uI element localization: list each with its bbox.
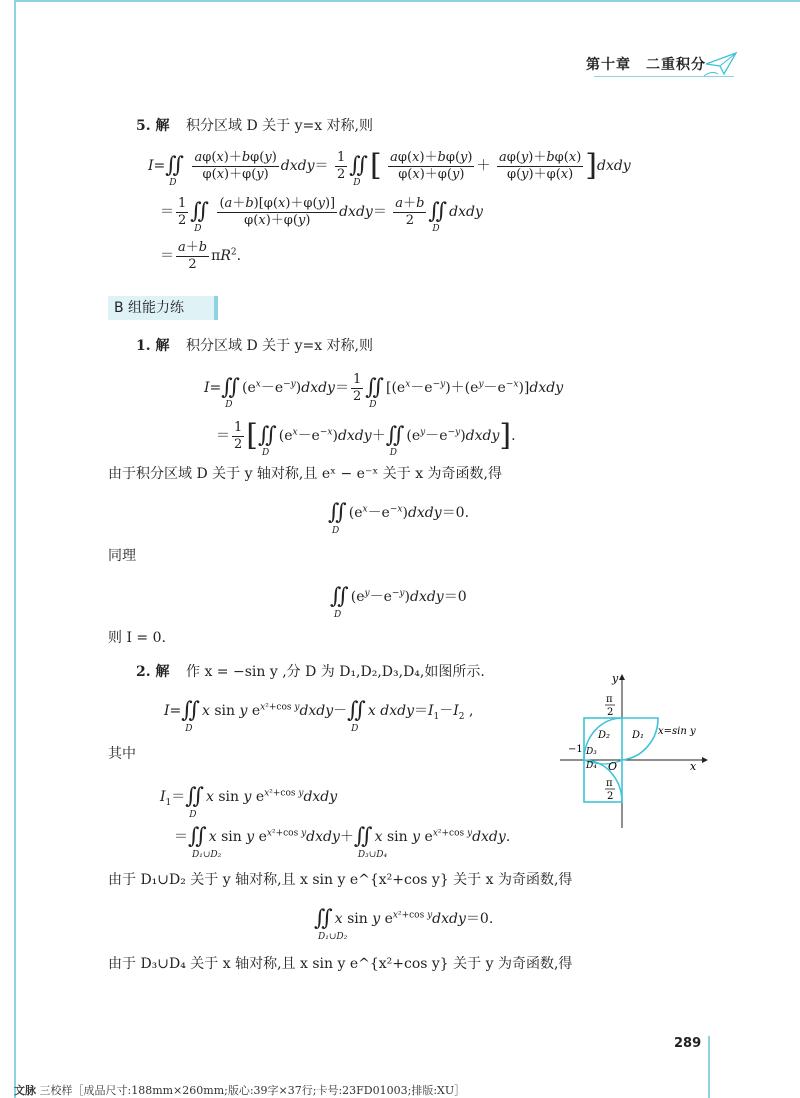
footer-brand: 文脉 (14, 1084, 36, 1097)
b1-eq3: ∬ D $(e^x-e^{-x})dxdy=0$. (328, 500, 470, 536)
b2-text3: 由于 D₃∪D₄ 关于 x 轴对称,且 x sin y e^{x²+cos y} 关于 y 为奇函数,得 (108, 956, 573, 972)
fig-bot-pi: π (606, 778, 613, 789)
footer (14, 1082, 465, 1098)
fig-d2: D₂ (598, 730, 611, 741)
problem5-label: 5. 解 (136, 118, 170, 134)
left-border (14, 0, 16, 1098)
b2-text2: 由于 D₁∪D₂ 关于 y 轴对称,且 x sin y e^{x²+cos y} 关于 x 为奇函数,得 (108, 872, 573, 888)
problem5-line2: ＝ $\frac{1}{2}$ ∬ D $\frac{(a+b)[\varphi(x)+\varphi(y)]}{\varphi(x)+\varphi(y)}$ dxdy＝ $\frac{a+b}{2}$ ∬ D dxdy (160, 196, 483, 235)
b1-text2: 同理 (108, 548, 136, 564)
b1-eq1: I=∬ D $(e^x-e^{-y})dxdy=$ $\frac{1}{2}$ ∬ D $[(e^x-e^{-y})+(e^y-e^{-x})]dxdy$ (204, 372, 564, 411)
fig-top-two: 2 (607, 707, 614, 718)
fig-neg-one: −1 (568, 744, 583, 755)
fig-d1: D₁ (632, 730, 645, 741)
fig-d4: D₄ (586, 761, 597, 771)
b1-text3: 则 I = 0. (108, 630, 166, 646)
b2-eq2: $I_1=∬$ D x sin y $e^{x^2+cos y}dxdy$ (160, 784, 338, 820)
b1-eq4: ∬ D $(e^y-e^{-y})dxdy=0$ (330, 584, 467, 620)
b1-eq2: ＝ $\frac{1}{2}$ [∬ D $(e^x-e^{-x})dxdy+∬$ D $(e^y-e^{-y})dxdy$]. (216, 418, 516, 459)
b1-text1: 由于积分区域 D 关于 y 轴对称,且 eˣ − e⁻ˣ 关于 x 为奇函数,得 (108, 466, 502, 482)
fig-d3: D₃ (586, 747, 597, 757)
b2-label: 2. 解 (136, 664, 170, 680)
fig-y-label: y (612, 672, 619, 685)
fig-curve-label: x=sin y (658, 726, 696, 737)
right-border (708, 1036, 710, 1098)
footer-info: 三校样［成品尺寸:188mm×260mm;版心:39字×37行;卡号:23FD01003;排版:XU］ (39, 1084, 466, 1097)
section-title: B 组能力练 (108, 296, 218, 320)
problem5-intro: 积分区域 D 关于 y=x 对称,则 (186, 118, 374, 134)
header-rule (594, 76, 734, 77)
fig-top-pi: π (606, 694, 613, 705)
b1-label: 1. 解 (136, 338, 170, 354)
b2-intro: 作 x = −sin y ,分 D 为 D₁,D₂,D₃,D₄,如图所示. (186, 664, 485, 680)
problem5-line1: I=∬ D $\frac{a\varphi(x)+b\varphi(y)}{\varphi(x)+\varphi(y)}$ dxdy＝ $\frac{1}{2}$ ∬ D [ $\frac{a\varphi(x)+b\varphi(y)}{\varphi(x)+\varphi(y)}$ ＋ $\frac{a\varphi(y)+b\varphi(x)}{\varphi(y)+\varphi(x)}$ ]dxdy (148, 148, 631, 189)
b1-intro: 积分区域 D 关于 y=x 对称,则 (186, 338, 374, 354)
top-border (14, 0, 800, 2)
fig-x-label: x (690, 760, 697, 773)
b2-text1: 其中 (108, 746, 136, 762)
chapter-header: 第十章 二重积分 (586, 57, 706, 73)
paper-plane-icon (704, 50, 738, 82)
b2-eq1: I=∬ D x sin y $e^{x^2+cos y}dxdy-∬$ D x $dxdy=I_1-I_2$ , (164, 698, 474, 734)
b2-eq4: ∬ D₁∪D₂ x sin y $e^{x^2+cos y}dxdy=0$. (314, 906, 494, 942)
problem5-line3: ＝ $\frac{a+b}{2}$ $\pi R^2$. (160, 240, 242, 272)
fig-origin: O (608, 760, 618, 773)
page-number: 289 (674, 1036, 702, 1051)
b2-eq3: ＝∬ D₁∪D₂ x sin y $e^{x^2+cos y}dxdy+∬$ D₃∪D₄ x sin y $e^{x^2+cos y}dxdy$. (174, 824, 511, 860)
region-figure (560, 672, 710, 832)
fig-bot-two: 2 (607, 791, 614, 802)
